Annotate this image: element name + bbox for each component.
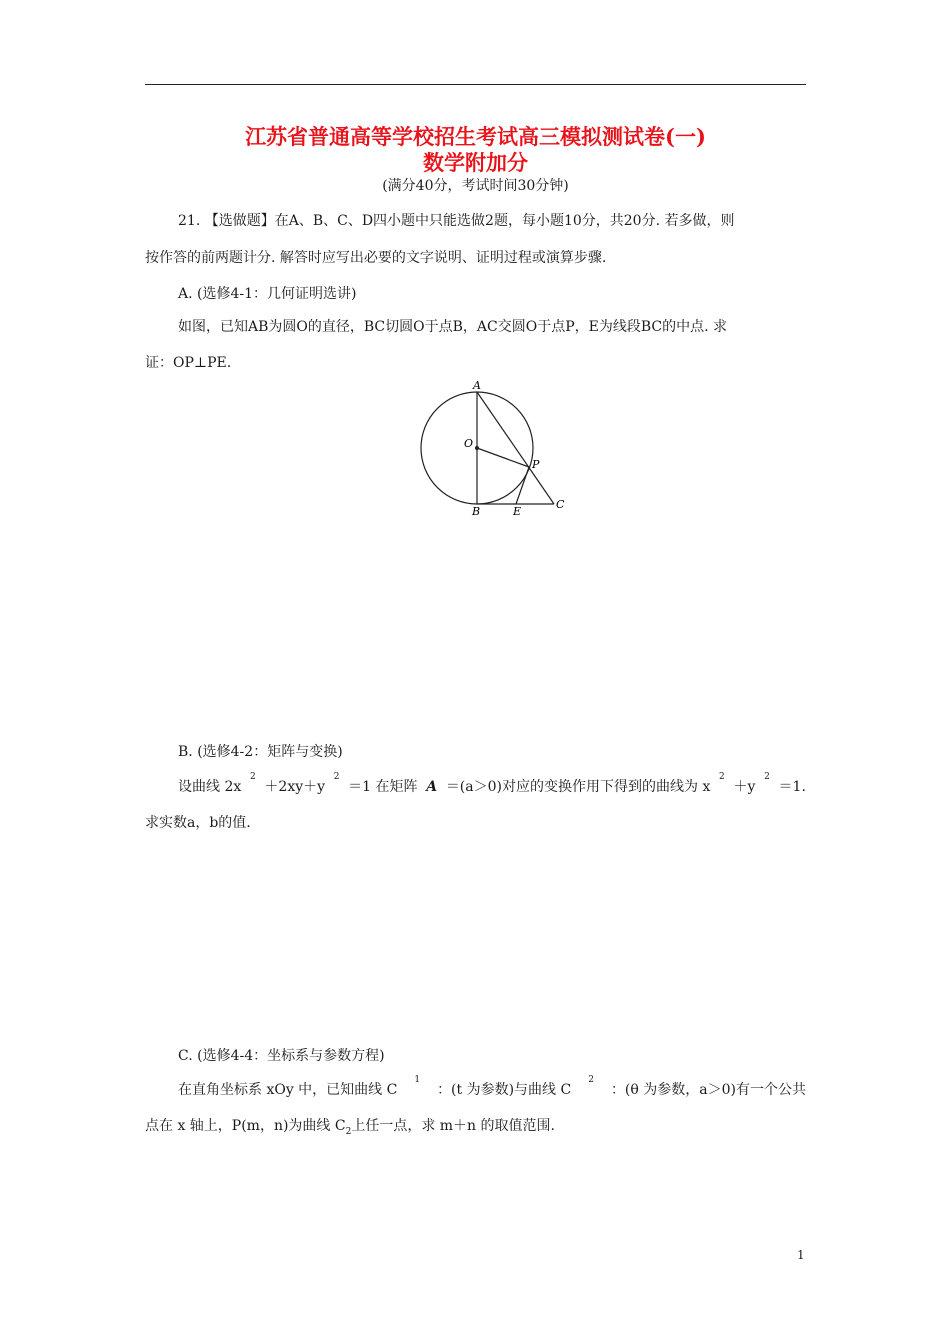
sub: 1 [414,1075,421,1085]
part-c-expr-c: ：(θ 为参数，a＞0)有一个公共 [610,1082,806,1098]
label-c: C [556,498,565,511]
segment-ac [477,392,554,504]
geometry-figure [410,375,570,520]
sup: 2 [333,772,340,782]
label-e: E [513,505,522,518]
part-c-expr-e: 上任一点，求 m＋n 的取值范围. [351,1118,555,1134]
part-b-expr-a: 设曲线 2x [178,779,242,795]
sub: 2 [588,1075,594,1085]
part-b-expr-d: ＝(a＞0)对应的变换作用下得到的曲线为 x [445,779,711,795]
part-c-expr-b: ：(t 为参数)与曲线 C [437,1082,572,1098]
part-b-expr-c: ＝1 在矩阵 [348,779,418,795]
part-c-heading: C. (选修4-4：坐标系与参数方程) [178,1048,385,1064]
label-p: P [532,458,540,471]
label-o: O [464,437,474,450]
label-a: A [473,379,481,392]
sup: 2 [249,772,256,782]
exam-info: (满分40分，考试时间30分钟) [382,178,569,194]
segment-op [477,448,529,467]
header-rule [145,84,806,85]
part-b-text-line2: 求实数a，b的值. [145,815,251,831]
label-b: B [472,505,481,518]
q21-instructions-line1: 21. 【选做题】在A、B、C、D四小题中只能选做2题，每小题10分，共20分. 若多做，则 [178,213,735,229]
part-a-heading: A. (选修4-1：几何证明选讲) [178,286,357,302]
sup: 2 [764,772,770,782]
exam-subject: 数学附加分 [423,150,528,175]
part-c-text-line1 [178,1075,806,1100]
exam-title: 江苏省普通高等学校招生考试高三模拟测试卷(一) [245,124,706,149]
part-c-text-line2 [145,1116,555,1136]
center-point [475,446,479,450]
part-b-expr-b: ＋2xy＋y [264,779,326,795]
part-c-expr-a: 在直角坐标系 xOy 中，已知曲线 C [178,1082,398,1098]
part-b-expr-e: ＋y [733,779,756,795]
part-a-text-line2: 证：OP⊥PE. [145,355,232,371]
page-number: 1 [797,1248,805,1262]
q21-instructions-line2: 按作答的前两题计分. 解答时应写出必要的文字说明、证明过程或演算步骤. [145,250,607,266]
part-b-heading: B. (选修4-2：矩阵与变换) [178,744,343,760]
part-c-expr-d: 点在 x 轴上，P(m，n)为曲线 C [145,1118,346,1134]
sub: 2 [345,1126,352,1137]
part-b-expr-f: ＝1. [778,779,806,795]
sup: 2 [719,772,725,782]
part-b-text-line1 [178,772,806,797]
matrix-symbol: A [426,779,438,795]
part-a-text-line1: 如图，已知AB为圆O的直径，BC切圆O于点B，AC交圆O于点P，E为线段BC的中点. 求 [178,319,727,335]
